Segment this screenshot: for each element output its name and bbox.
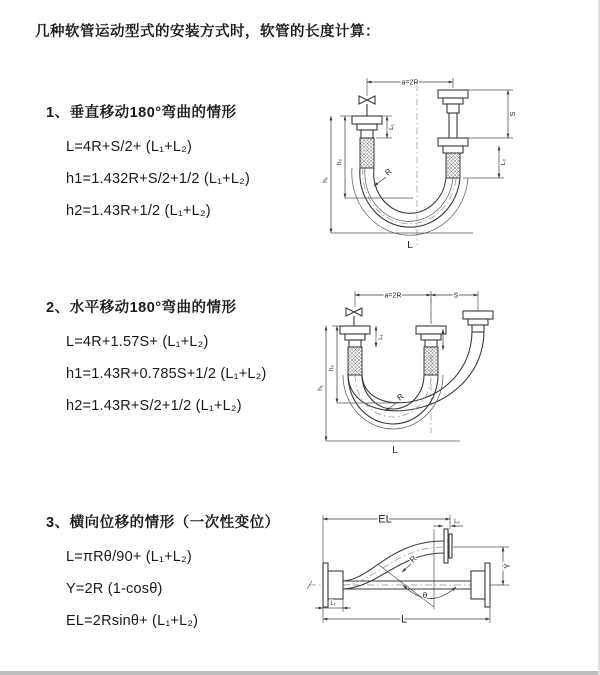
length-label: L (392, 445, 398, 456)
dimension-el (323, 514, 450, 624)
section-lateral-displacement (46, 511, 316, 637)
middle-pipe-fitting (416, 326, 446, 375)
braided-hose (446, 153, 460, 178)
valve-icon (346, 308, 362, 326)
formula-h1: h1=1.432R+S/2+1/2 (L₁+L₂) (66, 171, 251, 187)
formula-h2: h2=1.43R+S/2+1/2 (L₁+L₂) (66, 398, 242, 414)
formula-el: EL=2Rsinθ+ (L₁+L₂) (66, 613, 199, 629)
hose-position-2 (348, 332, 484, 411)
angle-label: θ (422, 591, 428, 600)
upper-flange (444, 529, 452, 563)
left-pipe-fitting (352, 116, 382, 168)
braided-hose (348, 347, 362, 375)
page-title: 几种软管运动型式的安装方式时，软管的长度计算： (35, 24, 380, 40)
dimension-l (323, 599, 490, 626)
length-label: L (400, 613, 408, 626)
dim-label-s: S (453, 292, 459, 300)
formula-length: L=πRθ/90+ (L₁+L₂) (66, 549, 192, 565)
radius-label: R (383, 166, 394, 178)
dim-label-h2: h₂ (328, 364, 335, 372)
dimension-l1 (315, 599, 351, 612)
formula-length: L=4R+1.57S+ (L₁+L₂) (66, 334, 209, 350)
section-horizontal-movement (46, 296, 316, 422)
formula-h2: h2=1.43R+1/2 (L₁+L₂) (66, 203, 211, 219)
dim-label-h2: h₂ (336, 158, 343, 166)
length-label: L (407, 240, 413, 251)
dim-label-l1: L₁ (388, 124, 395, 130)
radius-label: R (408, 554, 419, 565)
hose-u-bend (343, 375, 443, 429)
braided-hose (360, 138, 374, 168)
right-pipe-fitting (463, 311, 493, 332)
dim-label-a2r: a=2R (384, 292, 402, 300)
dimension-l2 (463, 146, 507, 178)
diagram-horizontal-180-bend (310, 283, 538, 459)
dim-label-l1: L₁ (330, 601, 336, 607)
dimension-l2 (433, 519, 463, 526)
dim-label-l1: L₁ (378, 334, 384, 340)
right-flange (471, 563, 490, 607)
section-2-heading: 2、水平移动180°弯曲的情形 (46, 300, 237, 316)
dimension-a-2r (355, 291, 478, 324)
formula-h1: h1=1.43R+0.785S+1/2 (L₁+L₂) (66, 366, 267, 382)
section-1-heading: 1、垂直移动180°弯曲的情形 (46, 105, 237, 121)
diagram-lateral-displacement (303, 505, 543, 655)
dim-label-l2: L₂ (454, 519, 460, 525)
scan-edge-bottom (0, 671, 600, 675)
s-curve-hose (343, 541, 444, 589)
left-pipe-fitting (340, 326, 370, 375)
dim-label-el: EL (378, 513, 392, 526)
dim-label-l2: L₂ (500, 158, 507, 166)
section-3-heading: 3、横向位移的情形（一次性变位） (46, 515, 280, 531)
dim-label-h1: h₁ (317, 385, 324, 391)
radius-label: R (395, 391, 406, 403)
dim-label-s: S (508, 111, 517, 117)
braided-hose (424, 347, 438, 375)
section-vertical-movement (46, 101, 316, 227)
dim-label-h1: h₁ (322, 177, 329, 183)
dim-label-y: Y (503, 563, 512, 569)
right-pipe-fitting (438, 90, 468, 178)
valve-icon (359, 96, 375, 116)
dim-label-a2r: a=2R (401, 79, 419, 87)
diagram-vertical-180-bend (315, 70, 530, 262)
radius-callout (374, 167, 394, 186)
dimension-s (468, 90, 517, 138)
formula-y: Y=2R (1-cosθ) (66, 581, 163, 597)
angle-callout (379, 565, 456, 607)
formula-length: L=4R+S/2+ (L₁+L₂) (66, 139, 192, 155)
